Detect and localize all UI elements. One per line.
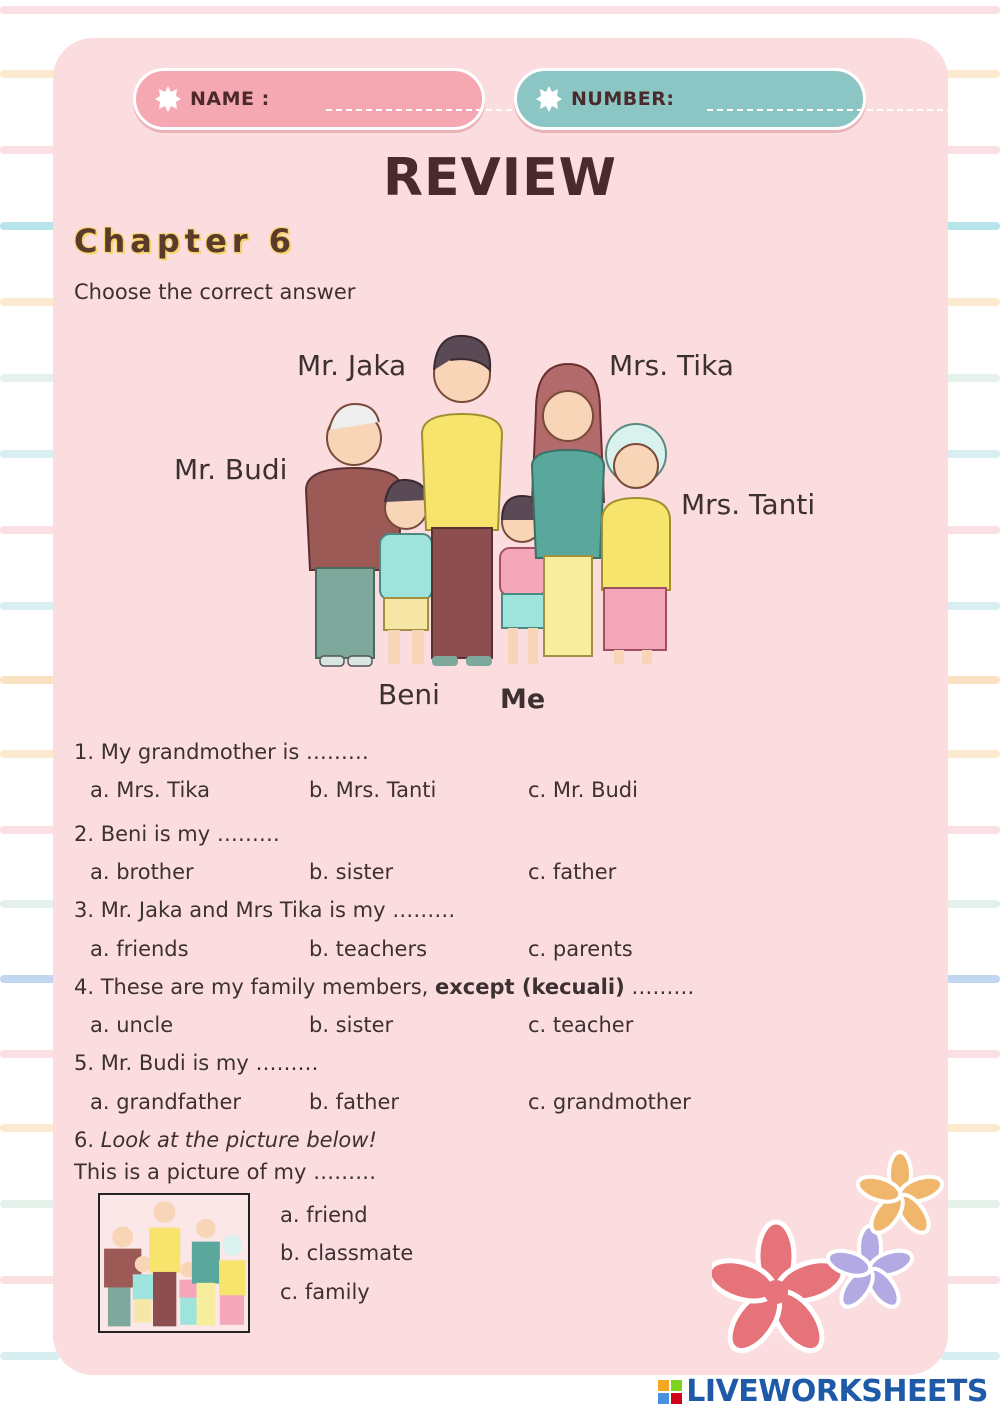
question-6-italic: Look at the picture below! <box>100 1128 377 1152</box>
label-mrs-tanti: Mrs. Tanti <box>681 488 816 521</box>
stripe <box>0 450 60 458</box>
option-5b[interactable]: b. father <box>309 1090 400 1114</box>
stripe <box>940 750 1000 758</box>
stripe <box>0 1352 60 1360</box>
stripe <box>940 222 1000 230</box>
stripe <box>0 526 60 534</box>
question-5: 5. Mr. Budi is my ……… <box>74 1051 319 1075</box>
question-6 <box>74 1128 377 1152</box>
option-1c[interactable]: c. Mr. Budi <box>528 778 638 802</box>
option-6b[interactable]: b. classmate <box>280 1241 414 1265</box>
stripe <box>940 900 1000 908</box>
option-3a[interactable]: a. friends <box>90 937 189 961</box>
name-field[interactable] <box>133 68 485 130</box>
burst-icon <box>154 85 182 113</box>
question-3: 3. Mr. Jaka and Mrs Tika is my ……… <box>74 898 456 922</box>
flowers-decoration <box>712 1150 952 1365</box>
option-5a[interactable]: a. grandfather <box>90 1090 242 1114</box>
question-1: 1. My grandmother is ……… <box>74 740 369 764</box>
question-4-text: 4. These are my family members, <box>74 975 435 999</box>
option-1b[interactable]: b. Mrs. Tanti <box>309 778 437 802</box>
stripe <box>940 298 1000 306</box>
option-3b[interactable]: b. teachers <box>309 937 428 961</box>
label-mrs-tika: Mrs. Tika <box>609 349 734 382</box>
stripe <box>0 70 60 78</box>
pink-flower-icon <box>712 1222 848 1359</box>
label-mr-budi: Mr. Budi <box>174 453 288 486</box>
liveworksheets-logo-icon <box>657 1379 683 1405</box>
option-1a[interactable]: a. Mrs. Tika <box>90 778 210 802</box>
option-4c[interactable]: c. teacher <box>528 1013 634 1037</box>
stripe <box>0 374 60 382</box>
stripe <box>940 826 1000 834</box>
number-dotted-line <box>707 109 973 111</box>
chapter-heading: Chapter 6 <box>74 222 296 260</box>
page-title: REVIEW <box>382 148 618 208</box>
father-figure <box>422 336 502 666</box>
option-2a[interactable]: a. brother <box>90 860 194 884</box>
number-label: NUMBER: <box>571 88 675 110</box>
stripe <box>0 975 60 983</box>
stripe <box>940 975 1000 983</box>
question-4 <box>74 975 694 999</box>
option-3c[interactable]: c. parents <box>528 937 633 961</box>
instruction-text: Choose the correct answer <box>74 280 356 304</box>
option-5c[interactable]: c. grandmother <box>528 1090 691 1114</box>
question-6-line2: This is a picture of my ……… <box>74 1160 377 1184</box>
stripe <box>0 222 60 230</box>
question-6-number: 6. <box>74 1128 101 1152</box>
stripe <box>940 1050 1000 1058</box>
label-mr-jaka: Mr. Jaka <box>297 349 407 382</box>
question-4-bold: except (kecuali) <box>435 975 625 999</box>
number-field[interactable] <box>514 68 866 130</box>
stripe <box>940 526 1000 534</box>
question-2: 2. Beni is my ……… <box>74 822 280 846</box>
stripe <box>0 900 60 908</box>
stripe <box>0 676 60 684</box>
question-4-blank: ……… <box>624 975 695 999</box>
stripe <box>940 374 1000 382</box>
stripe <box>0 298 60 306</box>
stripe <box>0 1050 60 1058</box>
option-6a[interactable]: a. friend <box>280 1203 368 1227</box>
family-illustration <box>296 330 676 680</box>
stripe <box>940 602 1000 610</box>
burst-icon <box>535 85 563 113</box>
stripe <box>0 602 60 610</box>
label-beni: Beni <box>378 678 440 711</box>
liveworksheets-brand[interactable] <box>657 1374 988 1409</box>
option-2b[interactable]: b. sister <box>309 860 394 884</box>
family-thumbnail <box>98 1193 250 1333</box>
grandmother-figure <box>602 424 670 664</box>
stripe <box>0 826 60 834</box>
option-4b[interactable]: b. sister <box>309 1013 394 1037</box>
family-thumbnail-image <box>100 1195 248 1331</box>
name-label: NAME : <box>190 88 270 110</box>
option-4a[interactable]: a. uncle <box>90 1013 174 1037</box>
stripe <box>940 1124 1000 1132</box>
option-2c[interactable]: c. father <box>528 860 617 884</box>
lilac-flower-icon <box>825 1226 915 1312</box>
stripe <box>940 676 1000 684</box>
stripe <box>0 1124 60 1132</box>
option-6c[interactable]: c. family <box>280 1280 370 1304</box>
label-me: Me <box>500 684 546 715</box>
stripe <box>0 750 60 758</box>
stripe <box>0 1276 60 1284</box>
stripe <box>940 450 1000 458</box>
stripe <box>940 70 1000 78</box>
stripe <box>0 6 1000 14</box>
brand-text: LIVEWORKSHEETS <box>686 1374 988 1409</box>
stripe <box>0 1200 60 1208</box>
